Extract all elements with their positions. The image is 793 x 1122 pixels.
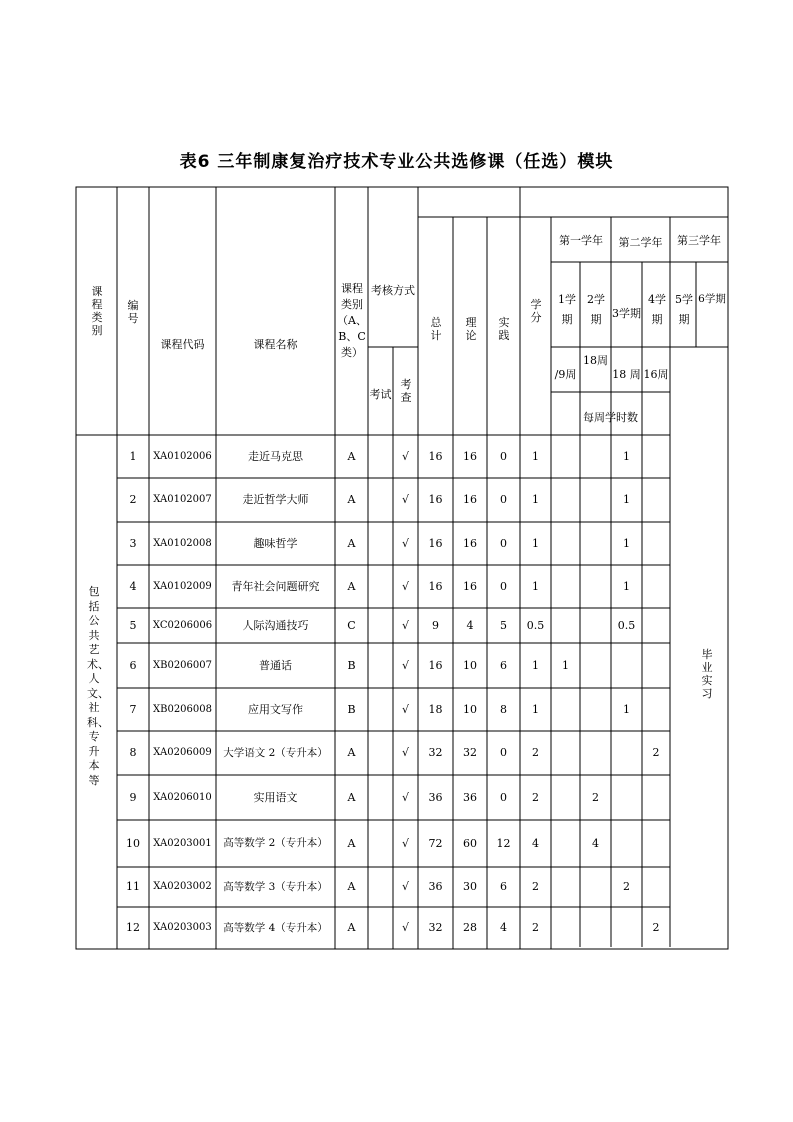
cell-name: 普通话	[259, 659, 292, 672]
cell-name: 高等数学 3（专升本）	[223, 881, 328, 893]
header-sem6: 6学期	[698, 293, 726, 305]
cell-check: √	[401, 450, 409, 463]
cell-s2: 2	[592, 791, 599, 804]
cell-s4	[642, 775, 670, 820]
cell-total: 36	[428, 791, 443, 804]
cell-s2	[580, 867, 611, 907]
group-label: 包括公共艺术、人文、社科、专升本等	[87, 585, 109, 787]
cell-no: 11	[126, 880, 140, 893]
cell-name: 高等数学 4（专升本）	[223, 922, 328, 934]
cell-check: √	[401, 580, 409, 593]
cell-s2	[580, 565, 611, 608]
cell-type: B	[347, 703, 356, 716]
cell-practice: 0	[500, 493, 507, 506]
cell-practice: 0	[500, 580, 507, 593]
cell-s2	[580, 608, 611, 643]
header-exam: 考试	[369, 388, 392, 401]
cell-theory: 16	[463, 580, 477, 593]
cell-credit: 0.5	[526, 619, 545, 632]
cell-name: 应用文写作	[248, 703, 303, 716]
cell-s2	[580, 643, 611, 688]
cell-theory: 4	[466, 619, 474, 632]
cell-credit: 2	[532, 746, 539, 759]
cell-s3	[611, 820, 642, 867]
cell-credit: 1	[532, 703, 539, 716]
cell-s1	[551, 522, 580, 565]
cell-s3: 1	[623, 703, 630, 716]
cell-s1	[551, 867, 580, 907]
cell-name: 趣味哲学	[253, 537, 298, 550]
cell-practice: 0	[500, 791, 507, 804]
cell-code: XB0206008	[152, 704, 212, 715]
cell-theory: 16	[463, 493, 477, 506]
cell-no: 9	[129, 791, 137, 804]
cell-check: √	[401, 493, 409, 506]
cell-check: √	[401, 746, 409, 759]
cell-s4	[642, 608, 670, 643]
cell-no: 5	[129, 619, 137, 632]
cell-name: 青年社会问题研究	[231, 580, 320, 593]
cell-total: 16	[428, 450, 443, 463]
cell-code: XA0206010	[153, 792, 212, 803]
cell-s1	[551, 478, 580, 522]
cell-s1	[551, 775, 580, 820]
cell-s2: 4	[592, 837, 599, 850]
cell-credit: 1	[532, 493, 539, 506]
cell-theory: 30	[463, 880, 477, 893]
cell-practice: 5	[500, 619, 507, 632]
cell-s3: 1	[623, 493, 630, 506]
cell-s3	[611, 731, 642, 775]
cell-s4	[642, 478, 670, 522]
header-sem2: 2学期	[587, 293, 605, 326]
cell-check: √	[401, 537, 409, 550]
cell-type: C	[347, 619, 356, 632]
cell-theory: 10	[463, 659, 477, 672]
cell-s2	[580, 907, 611, 949]
cell-type: A	[347, 837, 356, 850]
header-name: 课程名称	[253, 338, 298, 351]
cell-s1	[551, 907, 580, 949]
cell-code: XA0102008	[153, 538, 212, 549]
cell-credit: 1	[532, 537, 539, 550]
cell-check: √	[401, 880, 409, 893]
cell-no: 2	[129, 493, 137, 506]
cell-type: A	[347, 880, 356, 893]
cell-type: A	[347, 746, 356, 759]
cell-no: 3	[129, 537, 137, 550]
cell-s1	[551, 608, 580, 643]
cell-total: 32	[428, 746, 443, 759]
cell-s3: 1	[623, 580, 630, 593]
cell-name: 实用语文	[253, 791, 298, 804]
cell-theory: 32	[463, 746, 477, 759]
cell-s3	[611, 775, 642, 820]
header-assessment: 考核方式	[371, 284, 415, 297]
cell-practice: 6	[500, 880, 507, 893]
header-sem5: 5学期	[675, 293, 693, 326]
header-week1: /9周	[554, 368, 577, 381]
cell-s4	[642, 688, 670, 731]
header-week3: 18 周	[612, 368, 641, 381]
cell-check: √	[401, 791, 409, 804]
cell-s4	[642, 867, 670, 907]
cell-type: B	[347, 659, 356, 672]
header-week2: 18周	[583, 354, 608, 367]
header-credit: 学分	[530, 298, 542, 324]
cell-type: A	[347, 450, 356, 463]
cell-s1	[551, 435, 580, 478]
header-year3: 第三学年	[677, 234, 721, 247]
cell-code: XA0102007	[153, 494, 212, 505]
cell-code: XA0203002	[153, 881, 212, 892]
cell-no: 10	[126, 837, 140, 850]
cell-type: A	[347, 921, 356, 934]
cell-theory: 16	[463, 537, 477, 550]
cell-no: 8	[129, 746, 137, 759]
cell-total: 18	[428, 703, 443, 716]
cell-total: 16	[428, 493, 443, 506]
cell-s4: 2	[652, 921, 660, 934]
cell-s1	[551, 565, 580, 608]
cell-code: XC0206006	[152, 620, 213, 631]
header-sem1: 1学期	[558, 293, 576, 326]
cell-name: 高等数学 2（专升本）	[223, 837, 328, 849]
cell-practice: 8	[500, 703, 507, 716]
cell-s1	[551, 731, 580, 775]
cell-check: √	[401, 659, 409, 672]
header-sem3: 3学期	[612, 307, 641, 320]
header-year1: 第一学年	[559, 234, 603, 247]
cell-type: A	[347, 791, 356, 804]
cell-credit: 2	[532, 921, 539, 934]
cell-no: 1	[129, 450, 137, 463]
cell-credit: 2	[532, 791, 539, 804]
cell-name: 大学语文 2（专升本）	[223, 747, 328, 759]
cell-no: 12	[126, 921, 140, 934]
cell-s2	[580, 478, 611, 522]
cell-total: 36	[428, 880, 443, 893]
cell-type: A	[347, 493, 356, 506]
cell-theory: 36	[463, 791, 477, 804]
header-number: 编号	[127, 299, 139, 325]
cell-s4: 2	[652, 746, 660, 759]
cell-code: XB0206007	[152, 660, 212, 671]
cell-s2	[580, 731, 611, 775]
cell-credit: 1	[532, 580, 539, 593]
cell-name: 走近哲学大师	[242, 493, 309, 506]
cell-credit: 1	[532, 450, 539, 463]
cell-s4	[642, 435, 670, 478]
cell-s2	[580, 688, 611, 731]
header-type: 课程类别（A、B、C类）	[337, 282, 367, 359]
cell-check: √	[401, 837, 409, 850]
cell-type: A	[347, 580, 356, 593]
cell-practice: 0	[500, 537, 507, 550]
cell-total: 16	[428, 659, 443, 672]
header-practice: 实践	[498, 316, 510, 342]
cell-practice: 12	[496, 837, 511, 850]
cell-total: 72	[428, 837, 443, 850]
cell-s4	[642, 565, 670, 608]
header-code: 课程代码	[160, 338, 205, 351]
cell-credit: 2	[532, 880, 539, 893]
cell-check: √	[401, 703, 409, 716]
cell-s4	[642, 820, 670, 867]
cell-credit: 1	[532, 659, 539, 672]
cell-code: XA0206009	[153, 747, 212, 758]
cell-s3: 2	[623, 880, 630, 893]
page-title: 表6 三年制康复治疗技术专业公共选修课（任选）模块	[179, 152, 614, 172]
header-sem4: 4学期	[648, 293, 666, 326]
cell-s4	[642, 643, 670, 688]
cell-name: 走近马克思	[248, 450, 303, 463]
cell-name: 人际沟通技巧	[242, 619, 309, 632]
cell-check: √	[401, 619, 409, 632]
cell-theory: 10	[463, 703, 477, 716]
cell-practice: 6	[500, 659, 507, 672]
header-weekly-hours: 每周学时数	[583, 411, 638, 424]
header-week4: 16周	[643, 368, 669, 381]
cell-practice: 0	[500, 746, 507, 759]
cell-s3: 1	[623, 537, 630, 550]
cell-s1	[551, 688, 580, 731]
cell-code: XA0203001	[153, 838, 212, 849]
cell-theory: 28	[463, 921, 477, 934]
cell-code: XA0203003	[153, 922, 212, 933]
cell-code: XA0102006	[153, 451, 212, 462]
cell-check: √	[401, 921, 409, 934]
cell-type: A	[347, 537, 356, 550]
cell-no: 4	[129, 580, 137, 593]
header-check: 考查	[400, 378, 412, 404]
cell-s3	[611, 643, 642, 688]
cell-s3	[611, 907, 642, 949]
cell-no: 6	[129, 659, 137, 672]
cell-s2	[580, 435, 611, 478]
cell-s2	[580, 522, 611, 565]
cell-total: 16	[428, 537, 443, 550]
cell-theory: 16	[463, 450, 477, 463]
cell-s3: 0.5	[617, 619, 636, 632]
cell-total: 16	[428, 580, 443, 593]
cell-s1: 1	[562, 659, 569, 672]
internship-label: 毕业实习	[701, 648, 713, 700]
cell-total: 9	[432, 619, 439, 632]
cell-practice: 0	[500, 450, 507, 463]
header-total: 总计	[430, 316, 442, 342]
cell-s1	[551, 820, 580, 867]
cell-practice: 4	[500, 921, 507, 934]
cell-code: XA0102009	[153, 581, 212, 592]
cell-s3: 1	[623, 450, 630, 463]
header-theory: 理论	[465, 316, 477, 342]
cell-no: 7	[129, 703, 137, 716]
cell-total: 32	[428, 921, 443, 934]
cell-credit: 4	[532, 837, 539, 850]
cell-s4	[642, 522, 670, 565]
cell-theory: 60	[463, 837, 477, 850]
header-category: 课程类别	[91, 285, 103, 337]
header-year2: 第二学年	[618, 236, 663, 249]
